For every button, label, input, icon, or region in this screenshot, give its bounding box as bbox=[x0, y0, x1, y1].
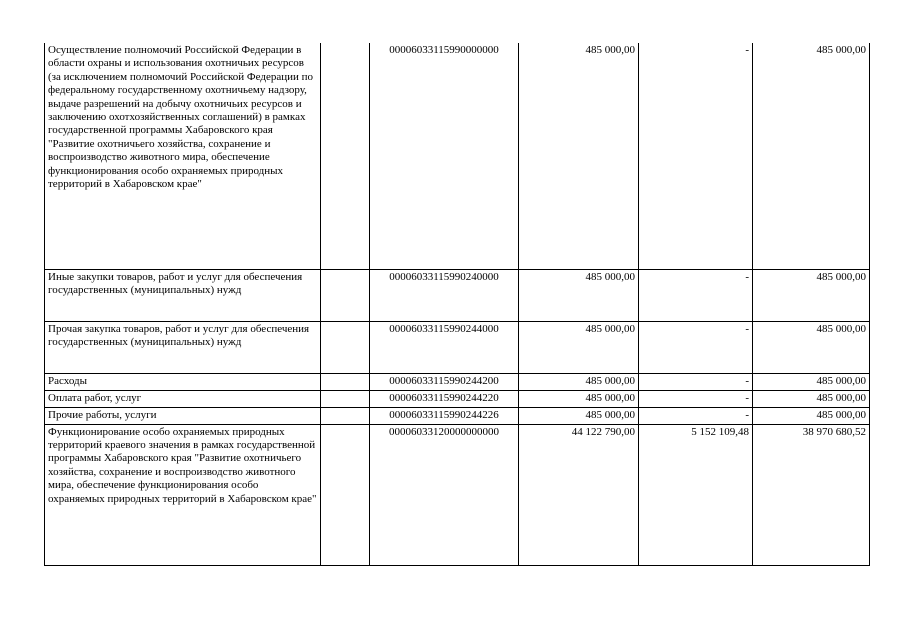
row-remaining: 485 000,00 bbox=[753, 373, 870, 390]
row-code: 00006033115990000000 bbox=[370, 43, 519, 269]
row-remaining: 485 000,00 bbox=[753, 390, 870, 407]
row-executed: - bbox=[639, 373, 753, 390]
row-approved: 485 000,00 bbox=[519, 269, 639, 321]
table-row bbox=[45, 269, 870, 321]
table-row bbox=[45, 390, 870, 407]
row-executed: 5 152 109,48 bbox=[639, 424, 753, 565]
row-code: 00006033115990244226 bbox=[370, 407, 519, 424]
row-executed: - bbox=[639, 407, 753, 424]
empty-cell bbox=[321, 424, 370, 565]
table-row bbox=[45, 321, 870, 373]
row-executed: - bbox=[639, 269, 753, 321]
row-approved: 44 122 790,00 bbox=[519, 424, 639, 565]
row-executed: - bbox=[639, 43, 753, 269]
table-row bbox=[45, 373, 870, 390]
row-code: 00006033120000000000 bbox=[370, 424, 519, 565]
row-code: 00006033115990244220 bbox=[370, 390, 519, 407]
row-approved: 485 000,00 bbox=[519, 390, 639, 407]
empty-cell bbox=[321, 321, 370, 373]
table-row bbox=[45, 43, 870, 269]
row-name: Функционирование особо охраняемых природных территорий краевого значения в рамках государственной программы Хабаровского края "Развитие охотничьего хозяйства, сохранение и воспроизводство животного мира, обеспечение функционирования особо охраняемых природных территорий в Хабаровском крае" bbox=[45, 424, 321, 565]
row-name: Расходы bbox=[45, 373, 321, 390]
row-executed: - bbox=[639, 321, 753, 373]
empty-cell bbox=[321, 269, 370, 321]
table-row bbox=[45, 407, 870, 424]
row-executed: - bbox=[639, 390, 753, 407]
budget-table bbox=[44, 43, 870, 566]
row-remaining: 485 000,00 bbox=[753, 407, 870, 424]
row-approved: 485 000,00 bbox=[519, 407, 639, 424]
row-name: Оплата работ, услуг bbox=[45, 390, 321, 407]
row-remaining: 485 000,00 bbox=[753, 321, 870, 373]
empty-cell bbox=[321, 43, 370, 269]
row-code: 00006033115990240000 bbox=[370, 269, 519, 321]
row-remaining: 38 970 680,52 bbox=[753, 424, 870, 565]
empty-cell bbox=[321, 407, 370, 424]
row-remaining: 485 000,00 bbox=[753, 43, 870, 269]
empty-cell bbox=[321, 373, 370, 390]
row-code: 00006033115990244200 bbox=[370, 373, 519, 390]
empty-cell bbox=[321, 390, 370, 407]
row-code: 00006033115990244000 bbox=[370, 321, 519, 373]
row-remaining: 485 000,00 bbox=[753, 269, 870, 321]
table-row bbox=[45, 424, 870, 565]
row-name: Осуществление полномочий Российской Федерации в области охраны и использования охотничьих ресурсов (за исключением полномочий Российской Федерации по федеральному государственному охотничьему надзору, выдаче разрешений на добычу охотничьих ресурсов и заключению охотхозяйственных соглашений) в рамках государственной программы Хабаровского края "Развитие охотничьего хозяйства, сохранение и воспроизводство животного мира, обеспечение функционирования особо охраняемых природных территорий в Хабаровском крае" bbox=[45, 43, 321, 269]
row-approved: 485 000,00 bbox=[519, 373, 639, 390]
row-name: Прочие работы, услуги bbox=[45, 407, 321, 424]
row-name: Иные закупки товаров, работ и услуг для обеспечения государственных (муниципальных) нужд bbox=[45, 269, 321, 321]
row-approved: 485 000,00 bbox=[519, 43, 639, 269]
row-name: Прочая закупка товаров, работ и услуг для обеспечения государственных (муниципальных) нужд bbox=[45, 321, 321, 373]
row-approved: 485 000,00 bbox=[519, 321, 639, 373]
